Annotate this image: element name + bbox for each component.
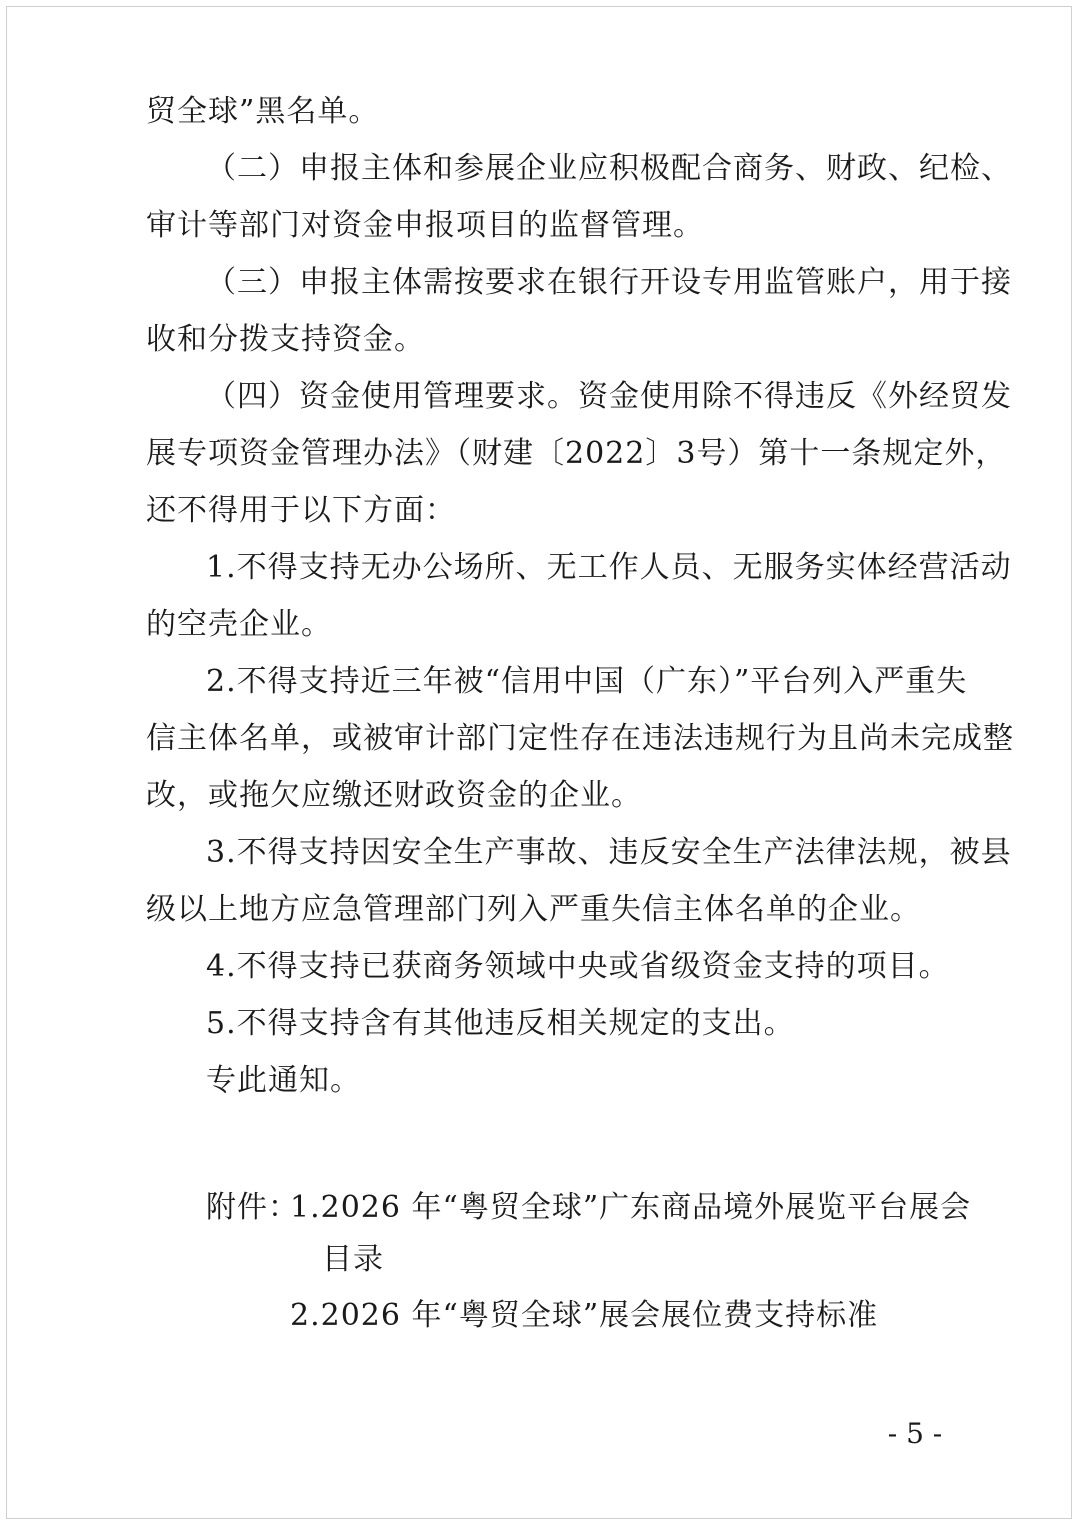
paragraph-line: 展专项资金管理办法》（财建〔2022〕3号）第十一条规定外，	[146, 436, 1007, 471]
closing-line: 专此通知。	[206, 1063, 361, 1098]
paragraph-line: 还不得用于以下方面：	[146, 493, 456, 528]
paragraph-line: 5.不得支持含有其他违反相关规定的支出。	[206, 1006, 795, 1041]
paragraph-line: （三）申报主体需按要求在银行开设专用监管账户，用于接	[206, 265, 1012, 300]
paragraph-line: 审计等部门对资金申报项目的监督管理。	[146, 208, 704, 243]
attachment-item-1-cont: 目录	[322, 1242, 384, 1277]
paragraph-line: 贸全球”黑名单。	[146, 94, 380, 129]
attachment-item-1: 1.2026 年“粤贸全球”广东商品境外展览平台展会	[290, 1190, 972, 1225]
paragraph-line: 级以上地方应急管理部门列入严重失信主体名单的企业。	[146, 892, 921, 927]
paragraph-line: 2.不得支持近三年被“信用中国（广东）”平台列入严重失	[206, 664, 968, 699]
paragraph-line: 改，或拖欠应缴还财政资金的企业。	[146, 778, 642, 813]
page-number: - 5 -	[887, 1417, 943, 1450]
paragraph-line: 信主体名单，或被审计部门定性存在违法违规行为且尚未完成整	[146, 721, 1014, 756]
paragraph-line: 3.不得支持因安全生产事故、违反安全生产法律法规，被县	[206, 835, 1012, 870]
paragraph-line: 4.不得支持已获商务领域中央或省级资金支持的项目。	[206, 949, 950, 984]
paragraph-line: （四）资金使用管理要求。资金使用除不得违反《外经贸发	[206, 379, 1012, 414]
paragraph-line: 收和分拨支持资金。	[146, 322, 425, 357]
paragraph-line: 1.不得支持无办公场所、无工作人员、无服务实体经营活动	[206, 550, 1012, 585]
attachment-item-2: 2.2026 年“粤贸全球”展会展位费支持标准	[290, 1298, 879, 1333]
paragraph-line: （二）申报主体和参展企业应积极配合商务、财政、纪检、	[206, 151, 1012, 186]
attachments-label: 附件：	[206, 1190, 299, 1225]
paragraph-line: 的空壳企业。	[146, 607, 332, 642]
